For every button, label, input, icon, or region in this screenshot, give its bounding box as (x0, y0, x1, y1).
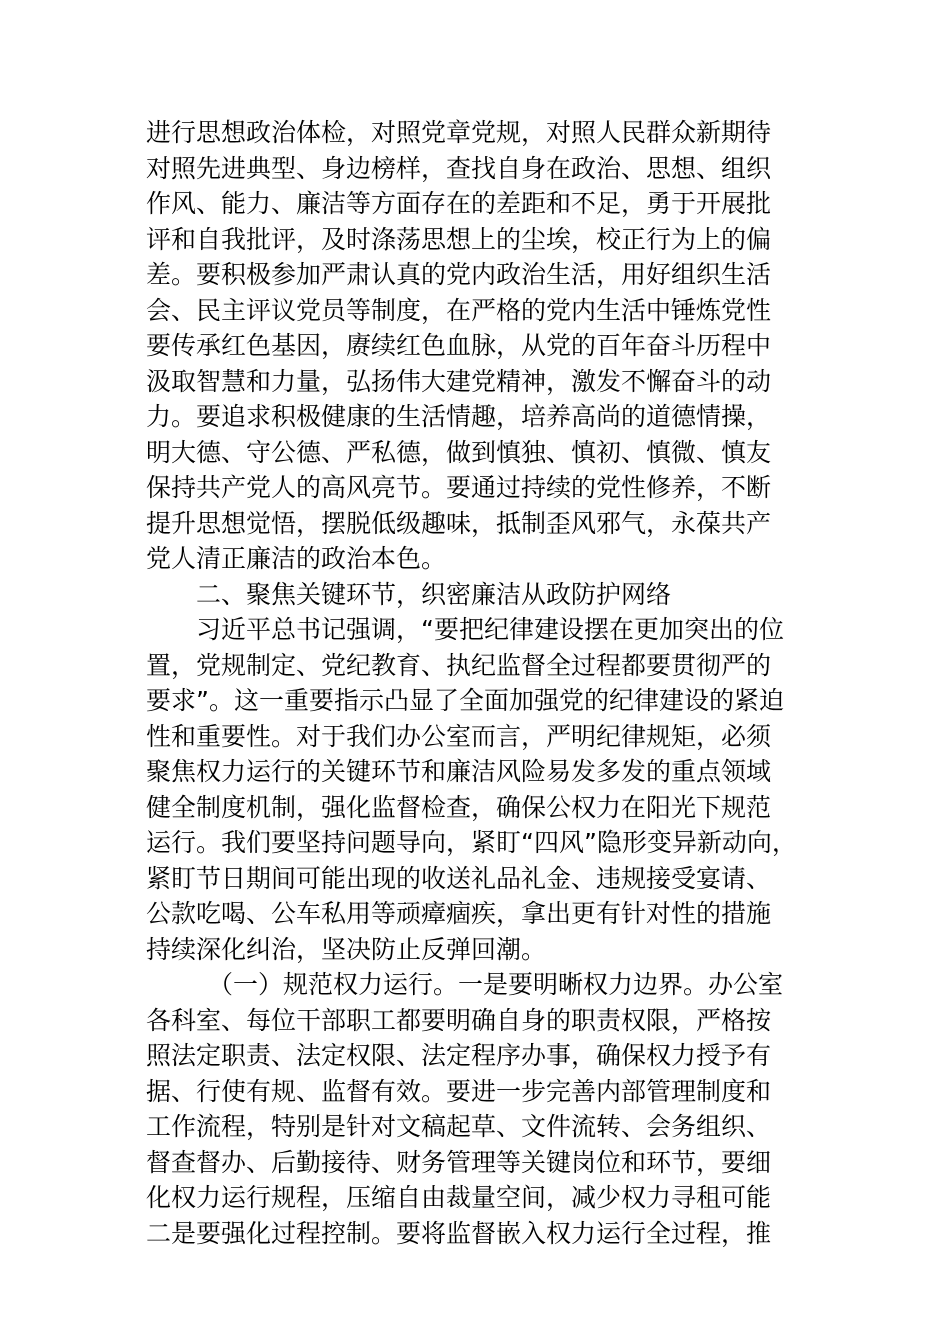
paragraph-start: 习近平总书记强调，“要把纪律建设摆在更加突出的位 (196, 615, 784, 644)
text-line: 性和重要性。对于我们办公室而言，严明纪律规矩，必须 (146, 721, 772, 751)
text-line: 运行。我们要坚持问题导向，紧盯“四风”隐形变异新动向， (146, 828, 797, 857)
text-line: 保持共产党人的高风亮节。要通过持续的党性修养，不断 (146, 473, 772, 502)
text-line: 明大德、守公德、严私德，做到慎独、慎初、慎微、慎友 (146, 437, 772, 467)
text-line: 据、行使有规、监督有效。要进一步完善内部管理制度和 (146, 1076, 772, 1106)
text-line: 工作流程，特别是针对文稿起草、文件流转、会务组织、 (146, 1112, 772, 1141)
text-line: 评和自我批评，及时涤荡思想上的尘埃，校正行为上的偏 (146, 224, 772, 254)
text-line: 提升思想觉悟，摆脱低级趣味，抵制歪风邪气，永葆共产 (146, 508, 772, 538)
text-line: 化权力运行规程，压缩自由裁量空间，减少权力寻租可能 (146, 1183, 772, 1212)
text-line: 健全制度机制，强化监督检查，确保公权力在阳光下规范 (146, 792, 772, 822)
text-line: 要传承红色基因，赓续红色血脉，从党的百年奋斗历程中 (146, 331, 772, 360)
text-line: 二是要强化过程控制。要将监督嵌入权力运行全过程，推 (146, 1218, 772, 1248)
text-line: 持续深化纠治，坚决防止反弹回潮。 (146, 934, 547, 964)
section-heading: 二、聚焦关键环节，织密廉洁从政防护网络 (196, 579, 672, 609)
text-line: 紧盯节日期间可能出现的收送礼品礼金、违规接受宴请、 (146, 863, 772, 893)
text-line: 汲取智慧和力量，弘扬伟大建党精神，激发不懈奋斗的动 (146, 366, 772, 396)
text-line: 会、民主评议党员等制度，在严格的党内生活中锤炼党性 (146, 295, 772, 325)
subsection-start: （一）规范权力运行。一是要明晰权力边界。办公室 (208, 970, 784, 999)
text-line: 聚焦权力运行的关键环节和廉洁风险易发多发的重点领域 (146, 757, 772, 786)
text-line: 对照先进典型、身边榜样，查找自身在政治、思想、组织 (146, 153, 772, 183)
text-line: 照法定职责、法定权限、法定程序办事，确保权力授予有 (146, 1041, 772, 1070)
text-line: 要求”。这一重要指示凸显了全面加强党的纪律建设的紧迫 (146, 686, 784, 715)
text-line: 作风、能力、廉洁等方面存在的差距和不足，勇于开展批 (146, 189, 772, 218)
text-line: 督查督办、后勤接待、财务管理等关键岗位和环节，要细 (146, 1147, 772, 1177)
text-line: 进行思想政治体检，对照党章党规，对照人民群众新期待 (146, 118, 772, 147)
text-line: 置，党规制定、党纪教育、执纪监督全过程都要贯彻严的 (146, 650, 772, 680)
text-line: 各科室、每位干部职工都要明确自身的职责权限，严格按 (146, 1005, 772, 1035)
text-line: 力。要追求积极健康的生活情趣，培养高尚的道德情操， (146, 402, 772, 431)
text-line: 党人清正廉洁的政治本色。 (146, 544, 447, 573)
text-line: 公款吃喝、公车私用等顽瘴痼疾，拿出更有针对性的措施 (146, 899, 772, 928)
text-line: 差。要积极参加严肃认真的党内政治生活，用好组织生活 (146, 260, 772, 289)
body-text (146, 115, 816, 1251)
